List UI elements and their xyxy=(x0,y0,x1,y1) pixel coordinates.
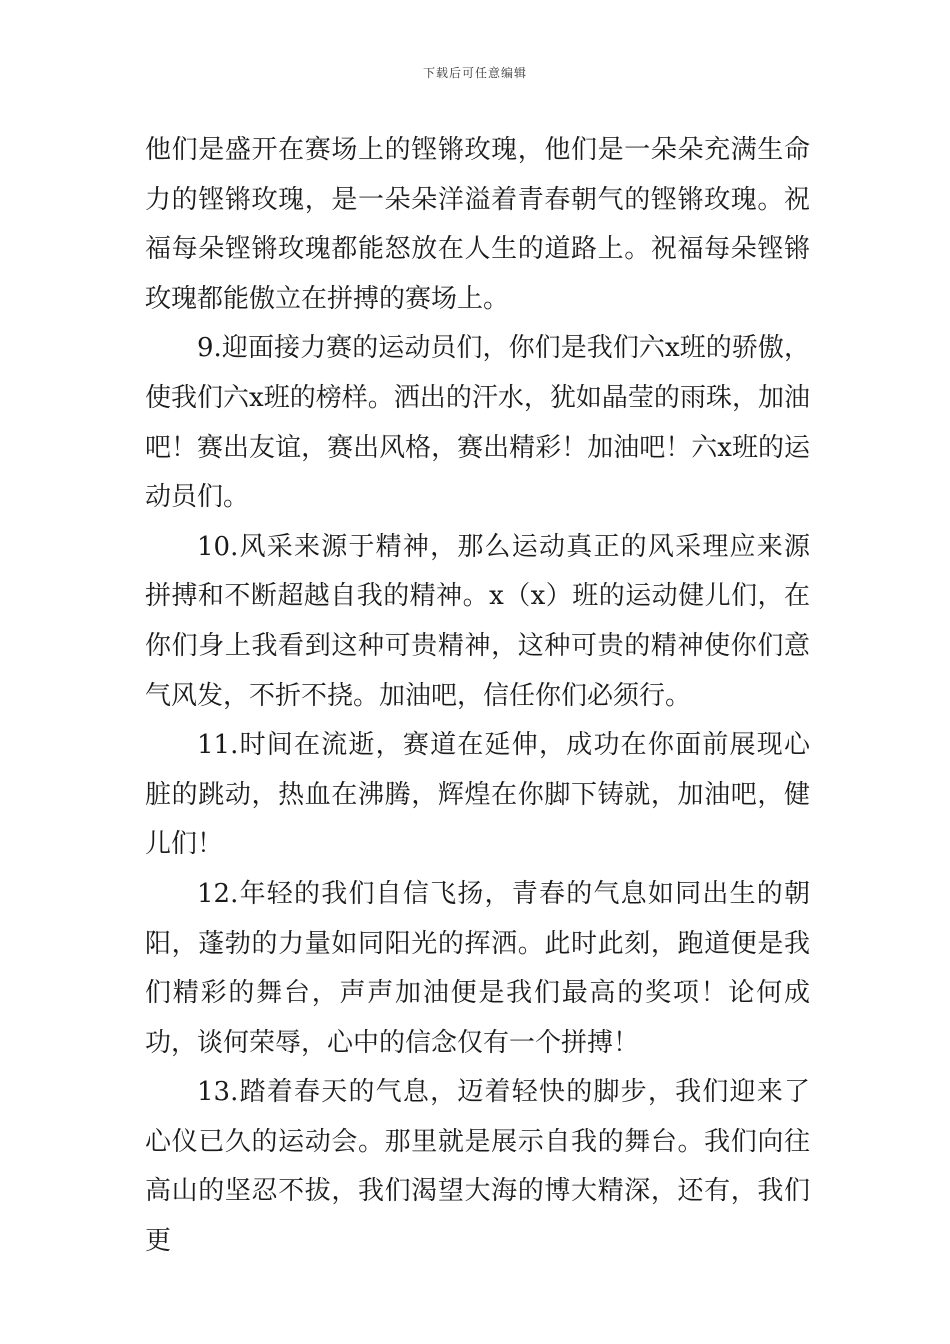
paragraph-item-10: 10.风采来源于精神，那么运动真正的风采理应来源拼搏和不断超越自我的精神。x（x）班的运动健儿们，在你们身上我看到这种可贵精神，这种可贵的精神使你们意气风发，不折不挠。加油吧，信任你们必须行。 xyxy=(145,531,810,711)
paragraph-item-13: 13.踏着春天的气息，迈着轻快的脚步，我们迎来了心仪已久的运动会。那里就是展示自我的舞台。我们向往高山的坚忍不拔，我们渴望大海的博大精深，还有，我们更 xyxy=(145,1077,810,1257)
paragraph-continuation: 他们是盛开在赛场上的铿锵玫瑰，他们是一朵朵充满生命力的铿锵玫瑰，是一朵朵洋溢着青春朝气的铿锵玫瑰。祝福每朵铿锵玫瑰都能怒放在人生的道路上。祝福每朵铿锵玫瑰都能傲立在拼搏的赛场上。 xyxy=(145,135,810,314)
page-header: 下载后可任意编辑 xyxy=(422,66,527,80)
paragraph-item-12: 12.年轻的我们自信飞扬，青春的气息如同出生的朝阳，蓬勃的力量如同阳光的挥洒。此时此刻，跑道便是我们精彩的舞台，声声加油便是我们最高的奖项！论何成功，谈何荣辱，心中的信念仅有一个拼搏！ xyxy=(145,878,810,1058)
paragraph-item-11: 11.时间在流逝，赛道在延伸，成功在你面前展现心脏的跳动，热血在沸腾，辉煌在你脚下铸就，加油吧，健儿们！ xyxy=(145,730,810,860)
paragraph-item-9: 9.迎面接力赛的运动员们，你们是我们六x班的骄傲，使我们六x班的榜样。洒出的汗水，犹如晶莹的雨珠，加油吧！赛出友谊，赛出风格，赛出精彩！加油吧！六x班的运动员们。 xyxy=(145,333,810,513)
document-body xyxy=(145,126,810,1267)
